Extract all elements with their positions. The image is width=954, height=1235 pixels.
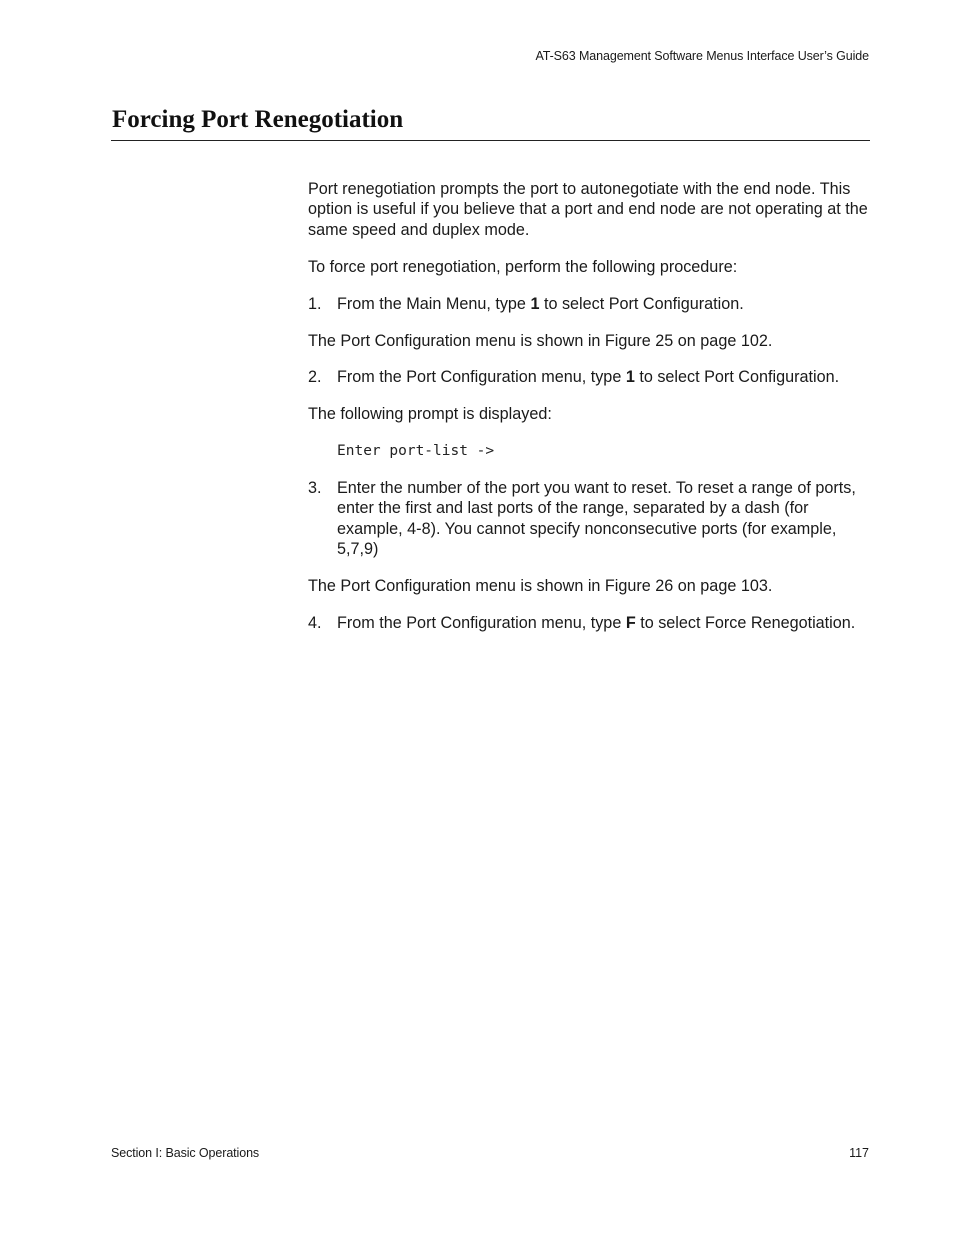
body-column: [308, 179, 870, 650]
step-text: [337, 367, 870, 387]
step-3-note: The Port Configuration menu is shown in Figure 26 on page 103.: [308, 576, 773, 595]
intro-paragraph: Port renegotiation prompts the port to autonegotiate with the end node. This option is useful if you believe that a port and end node are not operating at the same speed and duplex mode.: [308, 180, 868, 239]
step-text: [337, 294, 870, 314]
footer-section-label: Section I: Basic Operations: [111, 1146, 260, 1160]
step-2: [308, 367, 870, 387]
step-text-after: to select Force Renegotiation.: [635, 613, 856, 632]
step-text-before: From the Main Menu, type: [337, 294, 531, 313]
title-rule: [111, 140, 870, 141]
step-4: [308, 613, 870, 633]
step-text-after: to select Port Configuration.: [634, 368, 840, 387]
step-2-note: The following prompt is displayed:: [308, 405, 552, 424]
step-number: 2.: [308, 368, 322, 387]
prompt-code: Enter port-list ->: [337, 443, 495, 460]
step-key: F: [625, 613, 636, 632]
step-1: [308, 294, 870, 314]
step-number: 4.: [308, 613, 322, 632]
step-text-before: From the Port Configuration menu, type: [337, 368, 626, 387]
step-text-after: to select Port Configuration.: [539, 294, 744, 313]
step-number: 1.: [308, 294, 322, 313]
section-title: Forcing Port Renegotiation: [112, 106, 404, 133]
step-key: 1: [530, 294, 540, 313]
step-number: 3.: [308, 478, 322, 497]
step-text: Enter the number of the port you want to reset. To reset a range of ports, enter the first and last ports of the range, separated by a dash (for example, 4-8). You cannot specify nonconsecutive ports (for example, 5,7,9): [337, 478, 856, 558]
step-key: 1: [625, 368, 635, 387]
procedure-lead: To force port renegotiation, perform the following procedure:: [308, 257, 738, 276]
step-text: [337, 613, 870, 633]
step-text-before: From the Port Configuration menu, type: [337, 613, 626, 632]
running-header: AT-S63 Management Software Menus Interface User’s Guide: [535, 49, 869, 63]
step-3: [308, 478, 870, 560]
footer-page-number: 117: [849, 1146, 869, 1160]
step-1-note: The Port Configuration menu is shown in Figure 25 on page 102.: [308, 331, 773, 350]
